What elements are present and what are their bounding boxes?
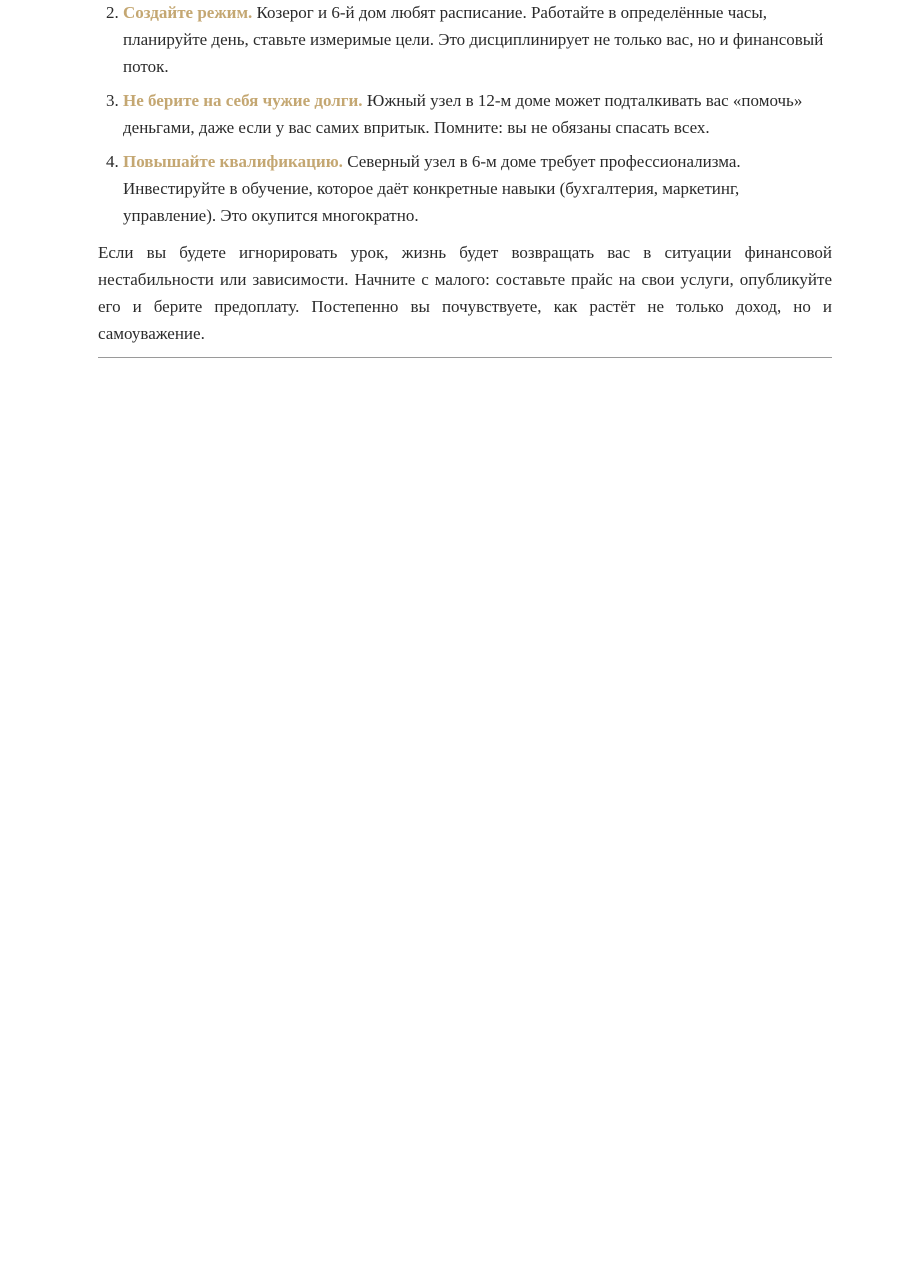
list-item-heading: Повышайте квалификацию. bbox=[123, 152, 343, 171]
list-item bbox=[98, 87, 832, 141]
tips-list bbox=[98, 0, 832, 229]
list-item-text: Северный узел в 6-м доме требует профессионализма. Инвестируйте в обучение, которое даёт конкретные навыки (бухгалтерия, маркетинг, управление). Это окупится многократно. bbox=[123, 152, 741, 225]
list-item-heading: Создайте режим. bbox=[123, 3, 253, 22]
list-item-text: Южный узел в 12-м доме может подталкивать вас «помочь» деньгами, даже если у вас самих впритык. Помните: вы не обязаны спасать всех. bbox=[123, 91, 803, 137]
section-divider bbox=[98, 357, 832, 358]
list-item-number: 3. bbox=[106, 91, 119, 110]
document-page bbox=[98, 0, 832, 358]
list-item bbox=[98, 148, 832, 229]
closing-paragraph: Если вы будете игнорировать урок, жизнь будет возвращать вас в ситуации финансовой нестабильности или зависимости. Начните с малого: составьте прайс на свои услуги, опубликуйте его и берите предоплату. Постепенно вы почувствуете, как растёт не только доход, но и самоуважение. bbox=[98, 243, 832, 343]
list-item-text: Козерог и 6-й дом любят расписание. Работайте в определённые часы, планируйте день, ставьте измеримые цели. Это дисциплинирует не только вас, но и финансовый поток. bbox=[123, 3, 824, 76]
list-item bbox=[98, 0, 832, 80]
list-item-number: 2. bbox=[106, 3, 119, 22]
list-item-number: 4. bbox=[106, 152, 119, 171]
list-item-heading: Не берите на себя чужие долги. bbox=[123, 91, 363, 110]
